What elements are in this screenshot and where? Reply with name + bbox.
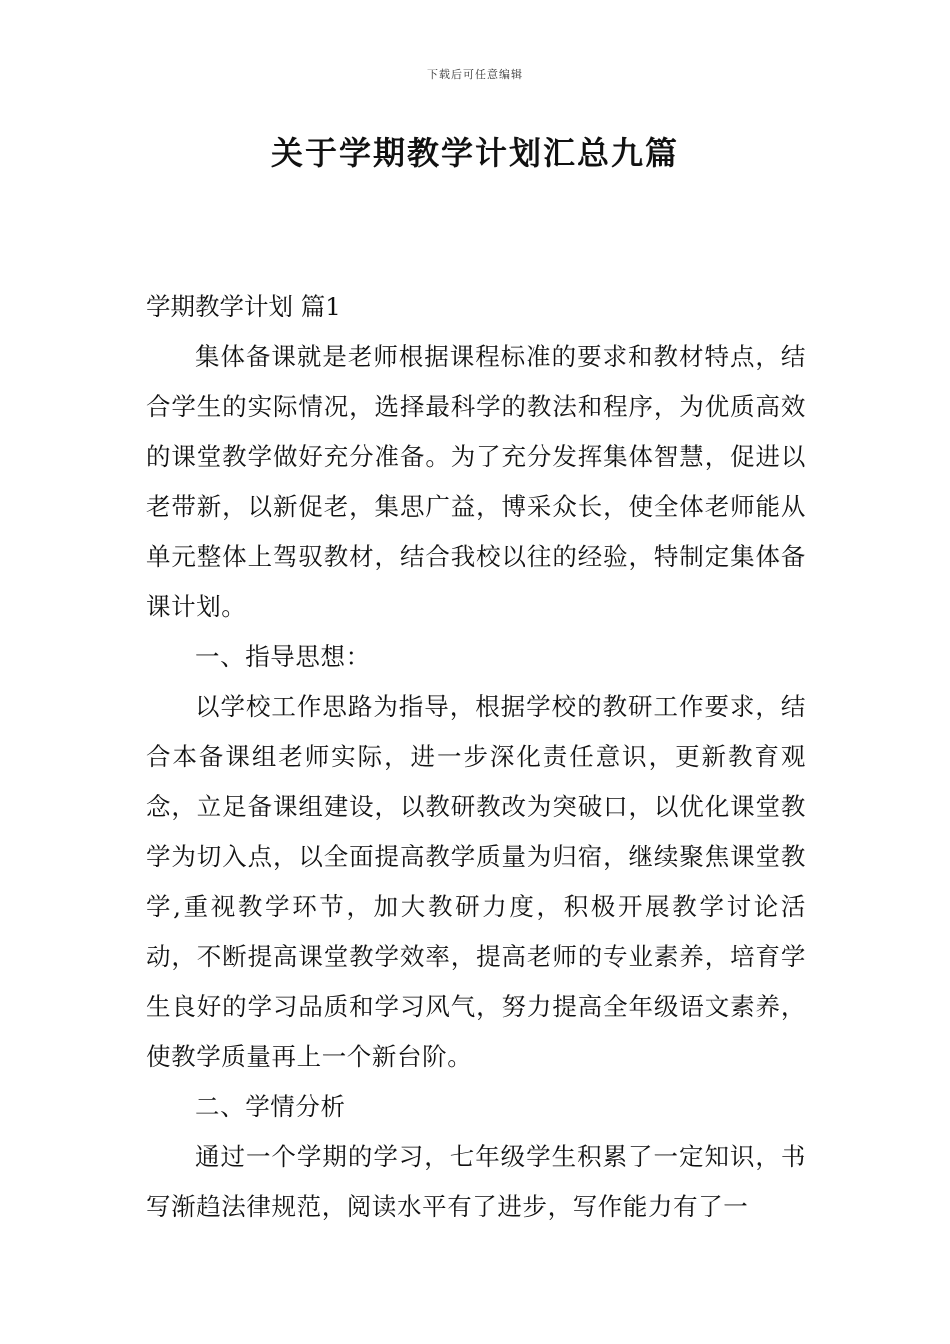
document-body — [146, 282, 806, 1232]
section-heading: 学期教学计划 篇1 — [146, 292, 341, 321]
header-note: 下载后可任意编辑 — [427, 68, 523, 81]
paragraph-student-analysis: 通过一个学期的学习，七年级学生积累了一定知识，书写渐趋法律规范，阅读水平有了进步，写作能力有了一 — [146, 1142, 806, 1221]
paragraph-intro: 集体备课就是老师根据课程标准的要求和教材特点，结合学生的实际情况，选择最科学的教法和程序，为优质高效的课堂教学做好充分准备。为了充分发挥集体智慧，促进以老带新，以新促老，集思广益，博采众长，使全体老师能从单元整体上驾驭教材，结合我校以往的经验，特制定集体备课计划。 — [146, 342, 806, 621]
paragraph-heading-guiding-ideology: 一、指导思想： — [195, 642, 371, 671]
document-title: 关于学期教学计划汇总九篇 — [270, 134, 679, 172]
paragraph-guiding-ideology: 以学校工作思路为指导，根据学校的教研工作要求，结合本备课组老师实际，进一步深化责任意识，更新教育观念，立足备课组建设，以教研教改为突破口，以优化课堂教学为切入点，以全面提高教学质量为归宿，继续聚焦课堂教学,重视教学环节，加大教研力度，积极开展教学讨论活动，不断提高课堂教学效率，提高老师的专业素养，培育学生良好的学习品质和学习风气，努力提高全年级语文素养，使教学质量再上一个新台阶。 — [146, 692, 806, 1071]
paragraph-heading-student-analysis: 二、学情分析 — [195, 1092, 346, 1121]
